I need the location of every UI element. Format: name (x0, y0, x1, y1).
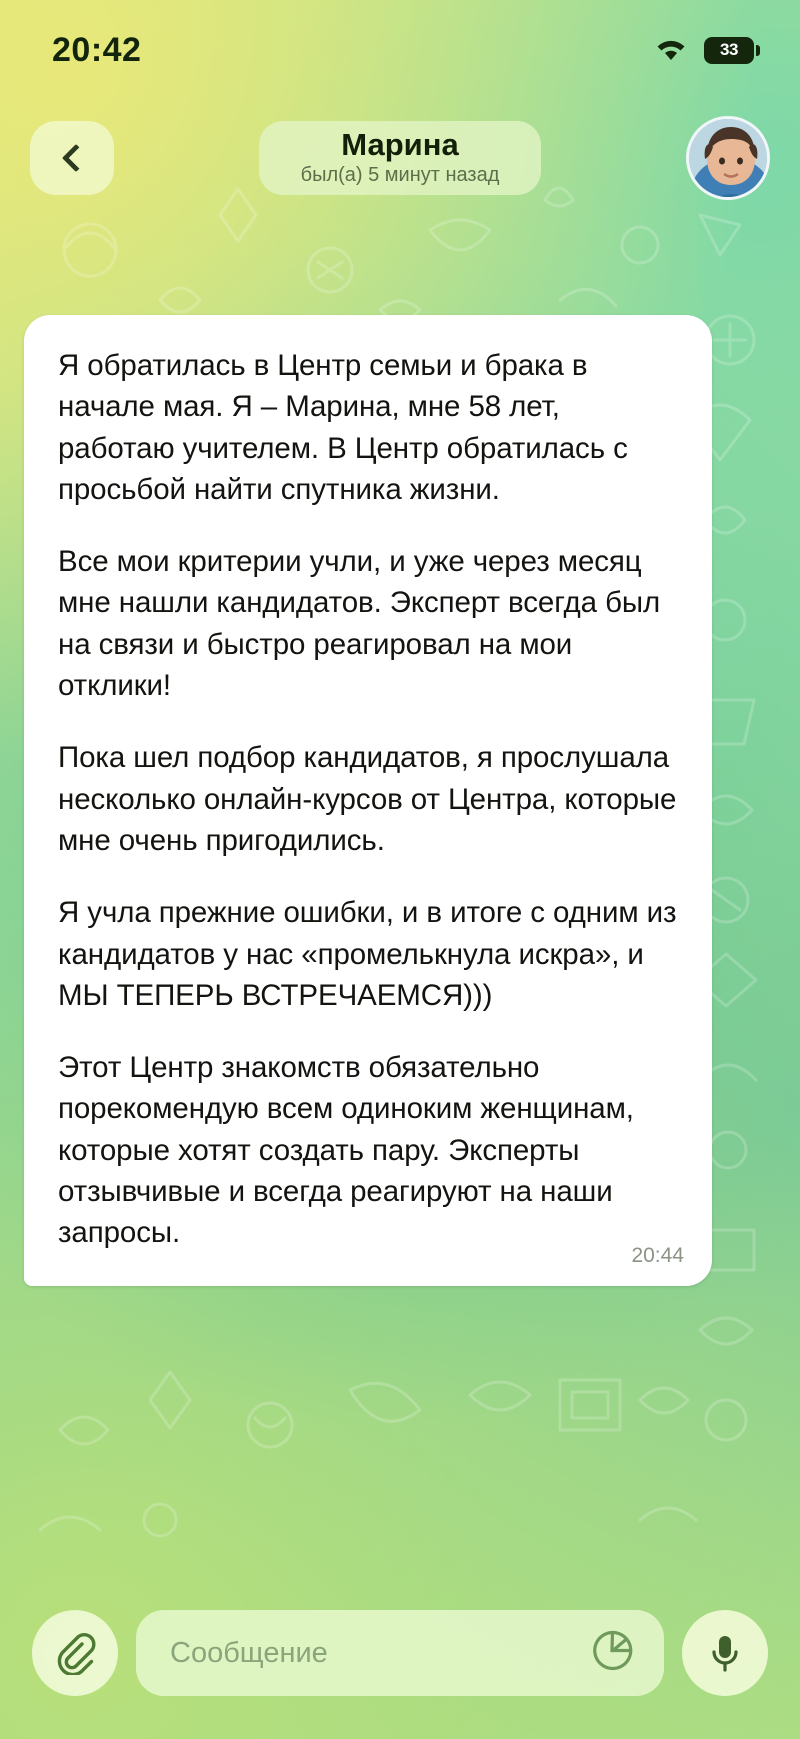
message-paragraph: Все мои критерии учли, и уже через месяц мне нашли кандидатов. Эксперт всегда был на связи и быстро реагировал на мои отклики! (58, 545, 661, 703)
back-button[interactable] (30, 121, 114, 195)
message-paragraph: Пока шел подбор кандидатов, я прослушала несколько онлайн-курсов от Центра, которые мне очень пригодились. (58, 741, 677, 857)
message-bubble[interactable] (24, 315, 712, 1286)
microphone-icon (705, 1631, 745, 1675)
message-input[interactable] (136, 1610, 664, 1696)
avatar[interactable] (686, 116, 770, 200)
message-input-placeholder: Сообщение (170, 1636, 328, 1669)
paperclip-icon (53, 1631, 97, 1675)
message-list (24, 315, 712, 1286)
message-paragraph: Я учла прежние ошибки, и в итоге с одним из кандидатов у нас «промелькнула искра», и МЫ ТЕПЕРЬ ВСТРЕЧАЕМСЯ))) (58, 896, 677, 1012)
battery-level: 33 (720, 40, 738, 59)
battery-icon (704, 37, 754, 64)
message-paragraph: Этот Центр знакомств обязательно порекомендую всем одиноким женщинам, которые хотят создать пару. Эксперты отзывчивые и всегда реагируют на наши запросы. (58, 1051, 634, 1250)
chat-status-text: был(а) 5 минут назад (300, 164, 500, 187)
status-time: 20:42 (52, 30, 142, 69)
avatar-image (689, 119, 770, 200)
wifi-icon (652, 36, 690, 64)
message-paragraph: Я обратилась в Центр семьи и брака в начале мая. Я – Марина, мне 58 лет, работаю учителем. В Центр обратилась с просьбой найти спутника жизни. (58, 349, 628, 506)
chat-title-pill[interactable] (259, 121, 542, 195)
message-timestamp: 20:44 (631, 1243, 684, 1267)
sticker-icon[interactable] (592, 1630, 634, 1677)
chat-header (0, 116, 800, 200)
attach-button[interactable] (32, 1610, 118, 1696)
voice-record-button[interactable] (682, 1610, 768, 1696)
status-indicators (652, 36, 754, 64)
page-title: Марина (341, 126, 459, 162)
back-chevron-icon (62, 144, 90, 172)
status-bar (0, 0, 800, 100)
message-input-bar (0, 1605, 800, 1701)
